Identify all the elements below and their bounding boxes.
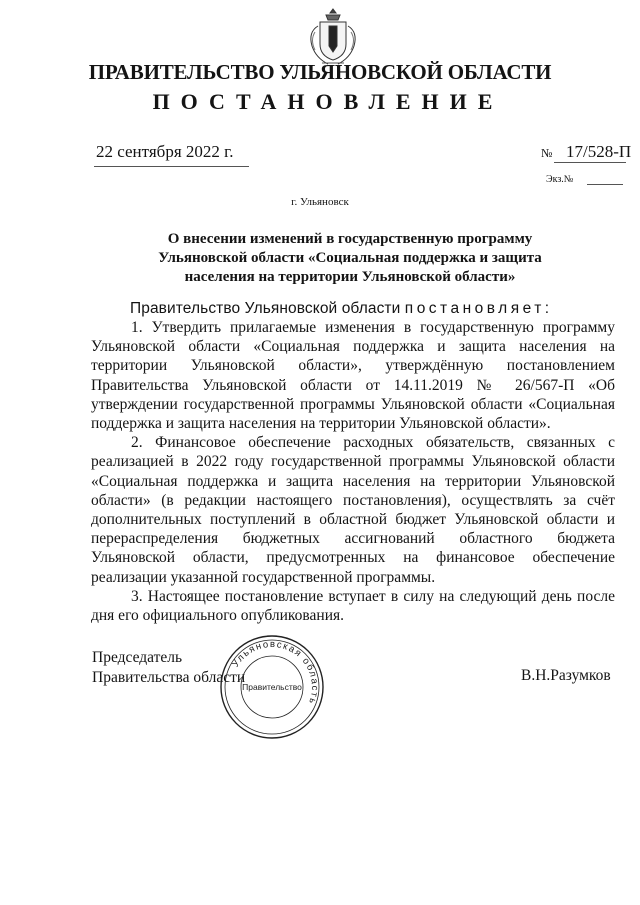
official-seal-stamp xyxy=(218,633,326,741)
city-label: г. Ульяновск xyxy=(291,196,349,208)
copy-number-label: Экз.№ xyxy=(546,174,574,185)
preamble-resolves: постановляет: xyxy=(404,300,553,317)
heading-line: населения на территории Ульяновской области» xyxy=(184,269,516,285)
signatory-role-line: Председатель xyxy=(92,649,183,666)
preamble-text: Правительство Ульяновской области xyxy=(130,300,405,317)
government-title: ПРАВИТЕЛЬСТВО УЛЬЯНОВСКОЙ ОБЛАСТИ xyxy=(88,60,552,84)
number-underline xyxy=(554,162,626,163)
document-heading xyxy=(150,230,550,287)
seal-center-text: Правительство xyxy=(242,682,302,692)
signatory-name: В.Н.Разумков xyxy=(521,667,611,684)
heading-line: О внесении изменений в государственную программу xyxy=(167,231,533,247)
document-type-title: ПОСТАНОВЛЕНИЕ xyxy=(152,89,504,114)
date-underline xyxy=(94,166,249,167)
document-date: 22 сентября 2022 г. xyxy=(96,142,234,161)
signatory-role-line: Правительства области xyxy=(92,668,246,686)
paragraph: 3. Настоящее постановление вступает в силу на следующий день после дня его официального опубликования. xyxy=(91,587,615,625)
paragraph: 2. Финансовое обеспечение расходных обязательств, связанных с реализацией в 2022 году государственной программы Ульяновской области «Социальная поддержка и защита населения на территории Ульяновской области» (в редакции настоящего постановления), осуществлять за счёт дополнительных поступлений в областной бюджет Ульяновской области и перераспределения бюджетных ассигнований областного бюджета Ульяновской области, предусмотренных на финансовое обеспечение реализации указанной государственной программы. xyxy=(91,434,615,586)
document-number: 17/528-П xyxy=(566,142,632,161)
heading-line: Ульяновской области «Социальная поддержка и защита xyxy=(158,250,542,266)
coat-of-arms-emblem xyxy=(300,6,366,68)
preamble xyxy=(130,300,553,318)
document-body xyxy=(91,318,615,625)
number-sign: № xyxy=(541,146,553,160)
copy-number-underline xyxy=(587,184,623,185)
paragraph: 1. Утвердить прилагаемые изменения в государственную программу Ульяновской области «Социальная поддержка и защита населения на территории Ульяновской области», утверждённую постановлением Правительства Ульяновской области от 14.11.2019 № 26/567-П «Об утверждении государственной программы Ульяновской области «Социальная поддержка и защита населения на территории Ульяновской области». xyxy=(91,319,615,433)
seal-ring-text: Ульяновская область xyxy=(230,638,321,707)
